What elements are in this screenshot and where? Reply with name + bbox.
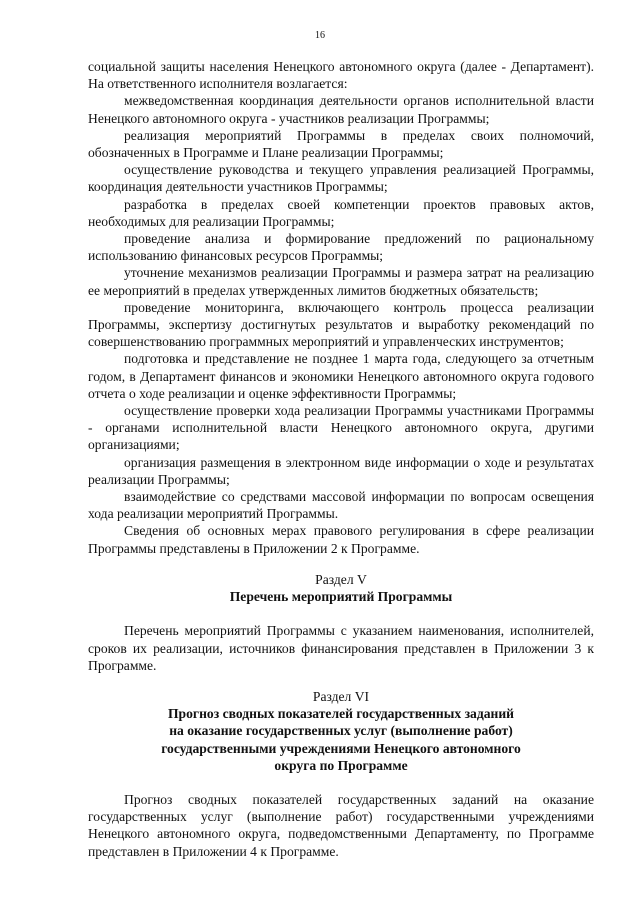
duty-item: подготовка и представление не позднее 1 марта года, следующего за отчетным годом, в Департамент финансов и экономики Ненецкого автономного округа годового отчета о ходе реализации и оценке эффективности Программы; [88,351,594,401]
section-6-title-line: округа по Программе [274,757,408,773]
duty-item: организация размещения в электронном виде информации о ходе и результатах реализации Программы; [88,454,594,487]
duty-item: осуществление проверки хода реализации Программы участниками Программы - органами исполнительной власти Ненецкого автономного округа, другими организациями; [88,403,594,453]
duty-item: осуществление руководства и текущего управления реализацией Программы, координация деятельности участников Программы; [88,162,594,195]
duty-item: проведение анализа и формирование предложений по рациональному использованию финансовых ресурсов Программы; [88,231,594,264]
section-6-label: Раздел VI [312,688,370,704]
regulation-paragraph: Сведения об основных мерах правового регулирования в сфере реализации Программы представлены в Приложении 2 к Программе. [88,523,594,556]
duty-item: взаимодействие со средствами массовой информации по вопросам освещения хода реализации мероприятий Программы. [88,489,594,522]
spacer [88,774,594,791]
section-5-text: Перечень мероприятий Программы с указанием наименования, исполнителей, сроков их реализации, источников финансирования представлен в Приложении 3 к Программе. [88,623,594,673]
duty-item: реализация мероприятий Программы в пределах своих полномочий, обозначенных в Программе и Плане реализации Программы; [88,127,594,161]
section-5-label: Раздел V [315,571,367,587]
intro-paragraph: социальной защиты населения Ненецкого автономного округа (далее - Департамент). На ответственного исполнителя возлагается: [88,59,594,92]
duty-item: уточнение механизмов реализации Программы и размера затрат на реализацию ее мероприятий в пределах утвержденных лимитов бюджетных обязательств; [88,265,594,298]
section-6-title-line: государственными учреждениями Ненецкого автономного [161,740,521,756]
section-6-text: Прогноз сводных показателей государственных заданий на оказание государственных услуг (выполнение работ) государственными учреждениями Ненецкого автономного округа, подведомственными Департаменту, по Программе представлен в Приложении 4 к Программе. [88,791,594,859]
spacer [88,605,594,622]
section-5-title: Перечень мероприятий Программы [229,589,453,605]
duty-item: разработка в пределах своей компетенции проектов правовых актов, необходимых для реализации Программы; [88,196,594,229]
duty-item: проведение мониторинга, включающего контроль процесса реализации Программы, экспертизу достигнутых результатов и выработку рекомендаций по совершенствованию программных мероприятий и управленческих инструментов; [88,299,594,350]
document-body [88,58,594,860]
section-6-title-line: на оказание государственных услуг (выполнение работ) [169,723,513,739]
page-number: 16 [315,30,325,41]
duty-item: межведомственная координация деятельности органов исполнительной власти Ненецкого автономного округа - участников реализации Программы; [88,93,594,126]
section-6-title-line: Прогноз сводных показателей государственных заданий [167,706,514,722]
